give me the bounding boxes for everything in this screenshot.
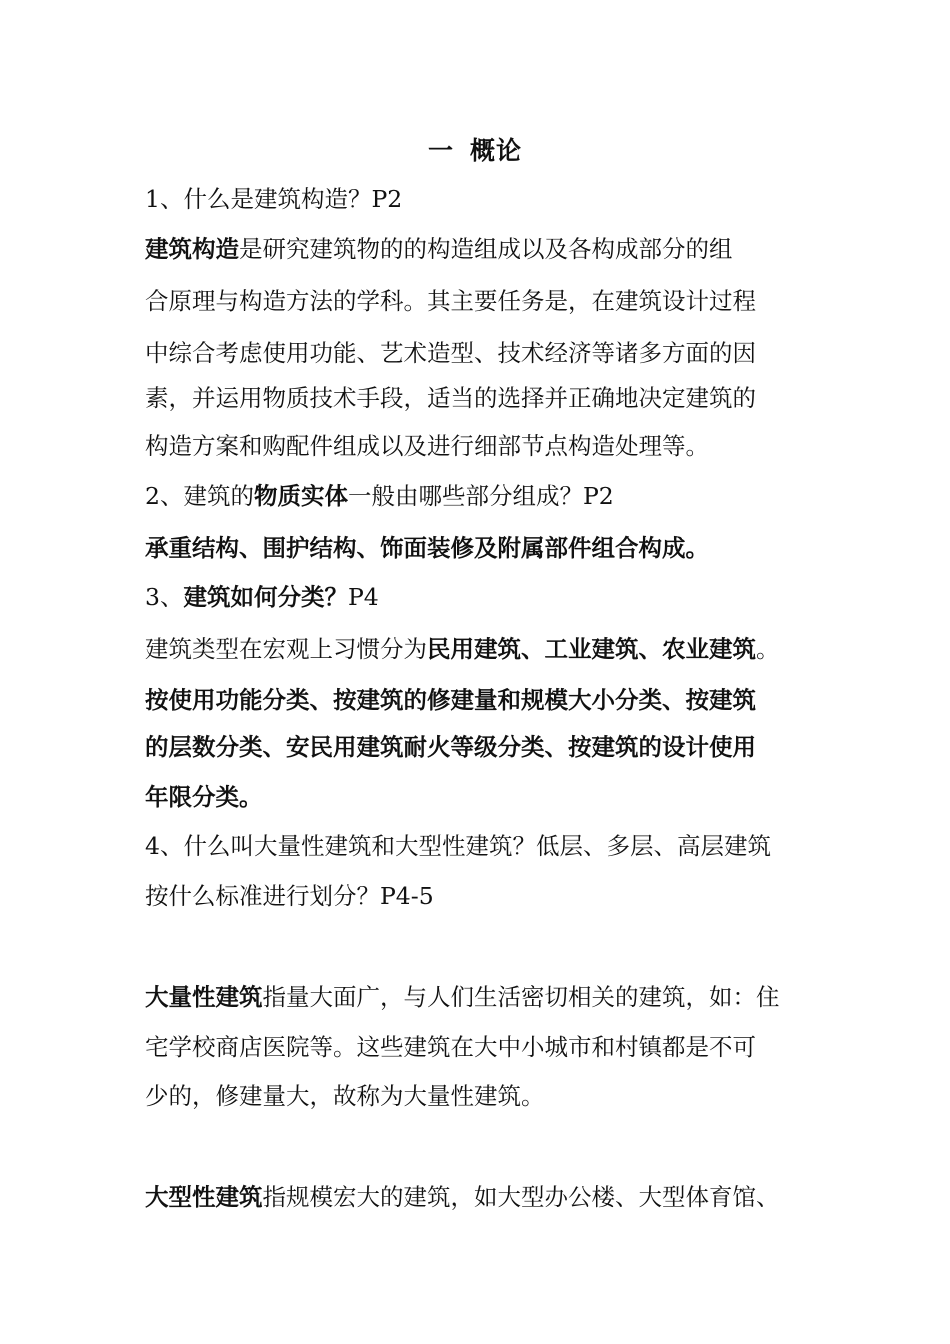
answer-1-term: 建筑构造: [145, 235, 239, 263]
answer-3-line-1: [145, 634, 780, 664]
answer-1-line-1: [145, 234, 733, 264]
answer-1-line-2: 合原理与构造方法的学科。其主要任务是，在建筑设计过程: [145, 287, 756, 315]
answer-2: 承重结构、围护结构、饰面装修及附属部件组合构成。: [145, 534, 709, 562]
answer-4b-line-1-text: 指规模宏大的建筑，如大型办公楼、大型体育馆、: [262, 1183, 780, 1211]
chapter-name: 概论: [470, 136, 523, 165]
question-3-prefix: 3、: [145, 583, 184, 611]
answer-1-line-3: 中综合考虑使用功能、艺术造型、技术经济等诸多方面的因: [145, 339, 756, 367]
question-2: [145, 481, 614, 511]
answer-3-suffix: 。: [756, 635, 780, 663]
question-1-text: 1、什么是建筑构造？P2: [145, 185, 403, 213]
question-3-bold: 建筑如何分类？: [183, 583, 348, 611]
chapter-title: [0, 136, 950, 166]
answer-3-bold: 民用建筑、工业建筑、农业建筑: [427, 635, 756, 663]
answer-4a-term: 大量性建筑: [145, 983, 263, 1011]
answer-4b-line-1: [145, 1182, 780, 1212]
answer-4a-line-2: 宅学校商店医院等。这些建筑在大中小城市和村镇都是不可: [145, 1033, 756, 1061]
answer-4a-line-1: [145, 982, 780, 1012]
question-2-prefix: 2、建筑的: [145, 482, 254, 510]
answer-3-line-3: 的层数分类、安民用建筑耐火等级分类、按建筑的设计使用: [145, 733, 756, 761]
question-1: [145, 184, 402, 214]
answer-4a-line-3: 少的，修建量大，故称为大量性建筑。: [145, 1082, 545, 1110]
question-2-bold: 物质实体: [253, 482, 348, 510]
answer-4b-term: 大型性建筑: [145, 1183, 263, 1211]
question-2-suffix: 一般由哪些部分组成？P2: [347, 482, 614, 510]
chapter-number: 一: [427, 136, 454, 165]
answer-1-line-4: 素，并运用物质技术手段，适当的选择并正确地决定建筑的: [145, 384, 756, 412]
answer-3-line-2: 按使用功能分类、按建筑的修建量和规模大小分类、按建筑: [145, 686, 756, 714]
question-3-suffix: P4: [347, 583, 379, 611]
answer-1-line-5: 构造方案和购配件组成以及进行细部节点构造处理等。: [145, 432, 709, 460]
answer-1-line-1-text: 是研究建筑物的的构造组成以及各构成部分的组: [239, 235, 733, 263]
question-4-line-2: 按什么标准进行划分？P4-5: [145, 882, 434, 910]
question-4-line-1: 4、什么叫大量性建筑和大型性建筑？低层、多层、高层建筑: [145, 832, 771, 860]
answer-3-line-4: 年限分类。: [145, 783, 263, 811]
answer-4a-line-1-text: 指量大面广，与人们生活密切相关的建筑，如：住: [262, 983, 780, 1011]
answer-3-prefix: 建筑类型在宏观上习惯分为: [145, 635, 427, 663]
question-3: [145, 582, 379, 612]
